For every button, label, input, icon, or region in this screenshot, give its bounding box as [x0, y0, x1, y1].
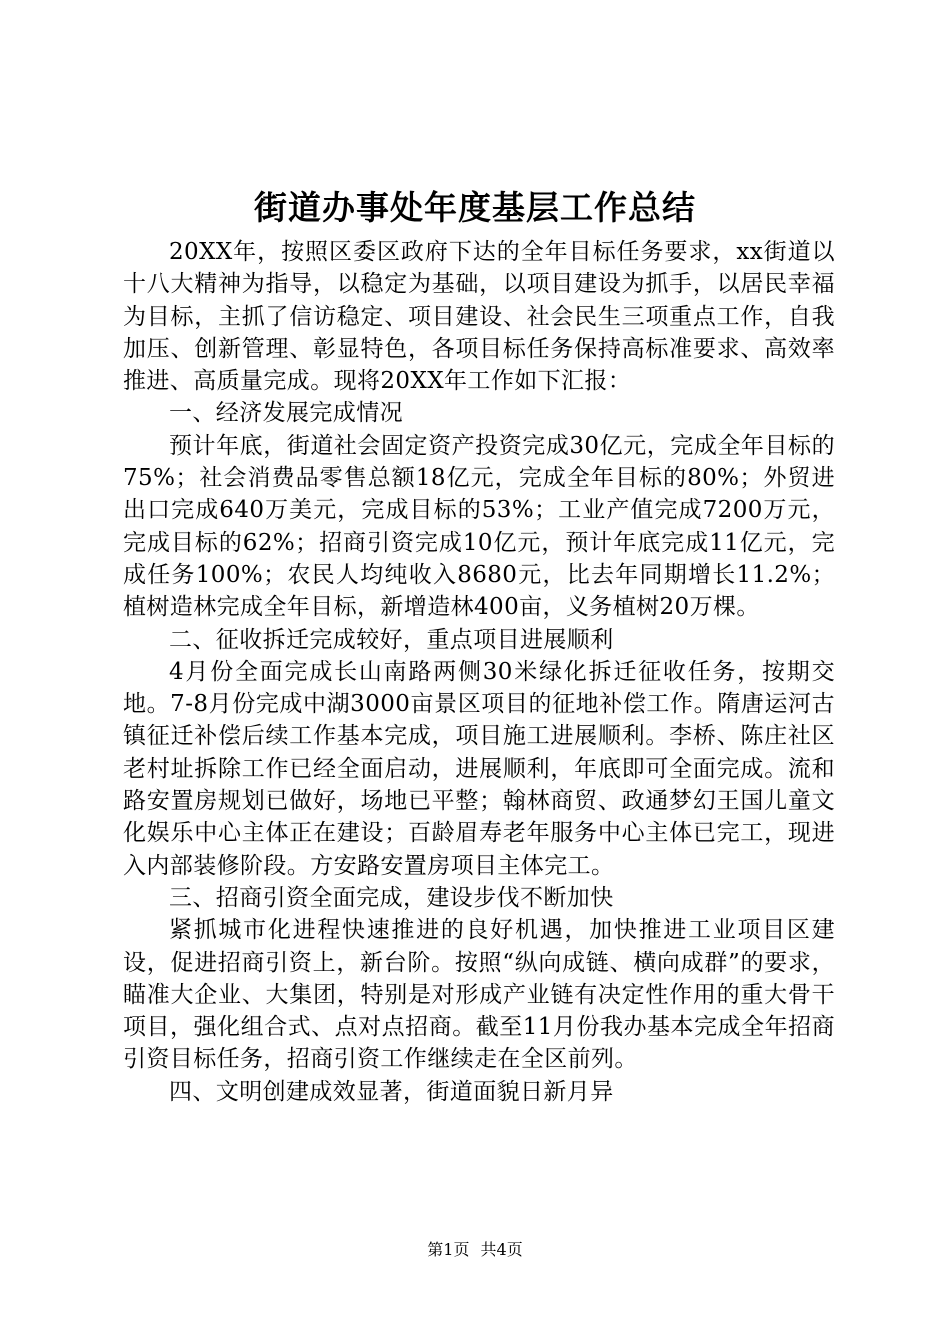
document-body: [123, 236, 835, 1108]
page-footer: [0, 1240, 950, 1260]
section-heading-civilization: 四、文明创建成效显著，街道面貌日新月异: [169, 1078, 614, 1105]
document-title: 街道办事处年度基层工作总结: [254, 188, 696, 227]
paragraph-investment: 紧抓城市化进程快速推进的良好机遇，加快推进工业项目区建设，促进招商引资上，新台阶。按照“纵向成链、横向成群”的要求，瞄准大企业、大集团，特别是对形成产业链有决定性作用的重大骨干项目，强化组合式、点对点招商。截至11月份我办基本完成全年招商引资目标任务，招商引资工作继续走在全区前列。: [123, 917, 835, 1073]
paragraph-economy: 预计年底，街道社会固定资产投资完成30亿元，完成全年目标的75%；社会消费品零售总额18亿元，完成全年目标的80%；外贸进出口完成640万美元，完成目标的53%；工业产值完成7200万元，完成目标的62%；招商引资完成10亿元，预计年底完成11亿元，完成任务100%；农民人均纯收入8680元，比去年同期增长11.2%；植树造林完成全年目标，新增造林400亩，义务植树20万棵。: [123, 432, 835, 621]
paragraph-demolition: 4月份全面完成长山南路两侧30米绿化拆迁征收任务，按期交地。7-8月份完成中湖3000亩景区项目的征地补偿工作。隋唐运河古镇征迁补偿后续工作基本完成，项目施工进展顺利。李桥、陈庄社区老村址拆除工作已经全面启动，进展顺利，年底即可全面完成。流和路安置房规划已做好，场地已平整；翰林商贸、政通梦幻王国儿童文化娱乐中心主体正在建设；百龄眉寿老年服务中心主体已完工，现进入内部装修阶段。方安路安置房项目主体完工。: [123, 658, 835, 879]
paragraph-intro: 20XX年，按照区委区政府下达的全年目标任务要求，xx街道以十八大精神为指导，以稳定为基础，以项目建设为抓手，以居民幸福为目标，主抓了信访稳定、项目建设、社会民生三项重点工作，自我加压、创新管理、彰显特色，各项目标任务保持高标准要求、高效率推进、高质量完成。现将20XX年工作如下汇报：: [123, 239, 835, 395]
page-total: 共4页: [480, 1240, 523, 1259]
section-heading-investment: 三、招商引资全面完成，建设步伐不断加快: [169, 884, 614, 911]
section-heading-economy: 一、经济发展完成情况: [169, 400, 403, 427]
section-heading-demolition: 二、征收拆迁完成较好，重点项目进展顺利: [169, 626, 614, 653]
page-number: 第1页: [427, 1240, 470, 1259]
